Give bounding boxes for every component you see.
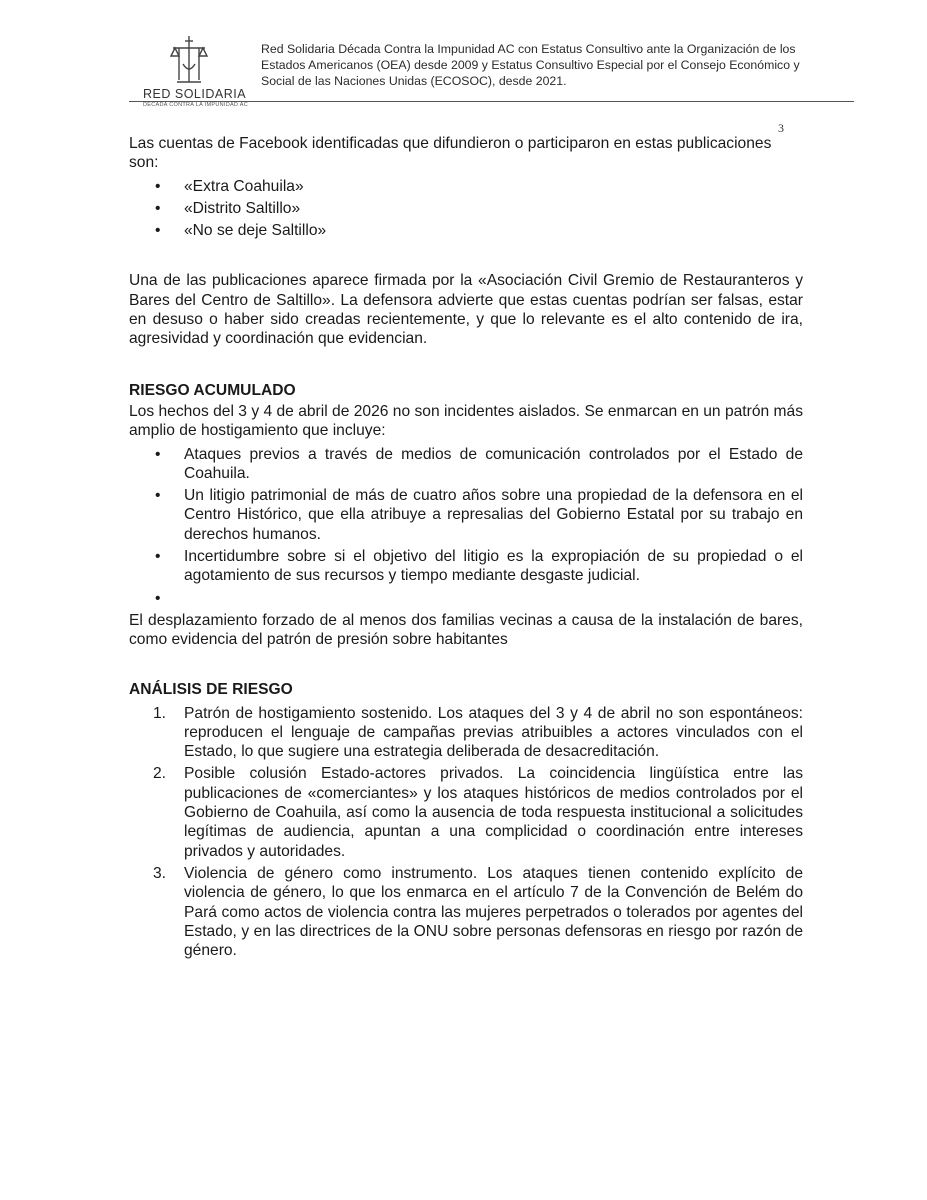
bullet-icon: •	[155, 589, 161, 607]
list-item: • Incertidumbre sobre si el objetivo del litigio es la expropiación de su propiedad o el agotamiento de sus recursos y tiempo mediante desgaste judicial.	[155, 548, 803, 585]
bullet-icon: •	[155, 177, 161, 195]
page-number: 3	[778, 121, 784, 135]
accounts-intro: Las cuentas de Facebook identificadas que difundieron o participaron en estas publicaciones son:	[129, 135, 772, 172]
riesgo-acumulado-intro: Los hechos del 3 y 4 de abril de 2026 no son incidentes aislados. Se enmarcan en un patrón más amplio de hostigamiento que incluye:	[129, 402, 803, 440]
logo-name: RED SOLIDARIA	[143, 87, 247, 101]
header-divider	[129, 101, 854, 102]
section-heading-analisis-de-riesgo: ANÁLISIS DE RIESGO	[129, 681, 293, 699]
list-item: 3. Violencia de género como instrumento. Los ataques tienen contenido explícito de violencia de género, lo que los enmarca en el artículo 7 de la Convención de Belém do Pará como actos de violencia contra las mujeres perpetrados o tolerados por agentes del Estado, y en las directrices de la ONU sobre personas defensoras en riesgo por razón de género.	[153, 864, 803, 960]
organization-logo	[143, 34, 248, 108]
riesgo-acumulado-list	[129, 445, 803, 608]
bullet-icon: •	[155, 199, 161, 217]
bullet-icon: •	[155, 548, 161, 566]
signed-publication-paragraph: Una de las publicaciones aparece firmada por la «Asociación Civil Gremio de Restauranteros y Bares del Centro de Saltillo». La defensora advierte que estas cuentas podrían ser falsas, estar en desuso o haber sido creadas recientemente, y que lo relevante es el alto contenido de ira, agresividad y coordinación que evidencian.	[129, 272, 803, 348]
list-item: • Ataques previos a través de medios de comunicación controlados por el Estado de Coahuila.	[155, 445, 803, 482]
list-item: • Un litigio patrimonial de más de cuatro años sobre una propiedad de la defensora en el Centro Histórico, que ella atribuye a represalias del Gobierno Estatal por su trabajo en derechos humanos.	[155, 487, 803, 543]
list-item	[129, 589, 803, 608]
analisis-list	[129, 704, 803, 961]
list-item: 1. Patrón de hostigamiento sostenido. Los ataques del 3 y 4 de abril no son espontáneos: reproducen el lenguaje de campañas previas atribuibles a actores vinculados con el Estado, lo que sugiere una estrategia deliberada de desacreditación.	[153, 704, 803, 761]
list-item: • «No se deje Saltillo»	[155, 222, 327, 240]
facebook-accounts-list	[129, 177, 803, 241]
scales-of-justice-icon	[167, 34, 211, 84]
bullet-icon: •	[155, 487, 161, 505]
document-body	[129, 134, 803, 960]
logo-subtitle: DÉCADA CONTRA LA IMPUNIDAD AC	[143, 102, 248, 108]
list-item: • «Extra Coahuila»	[155, 177, 304, 195]
list-item: 2. Posible colusión Estado-actores privados. La coincidencia lingüística entre las publicaciones de «comerciantes» y los ataques históricos de medios controlados por el Gobierno de Coahuila, así como la ausencia de toda respuesta institucional a solicitudes legítimas de audiencia, apuntan a una complicidad o coordinación entre intereses privados y autoridades.	[153, 765, 803, 860]
section-heading-riesgo-acumulado: RIESGO ACUMULADO	[129, 381, 296, 399]
organization-statement: Red Solidaria Década Contra la Impunidad AC con Estatus Consultivo ante la Organización de los Estados Americanos (OEA) desde 2009 y Estatus Consultivo Especial por el Consejo Económico y Social de las Naciones Unidas (ECOSOC), desde 2021.	[261, 42, 800, 88]
list-item: • «Distrito Saltillo»	[155, 199, 301, 217]
bullet-icon: •	[155, 445, 161, 463]
bullet-icon: •	[155, 222, 161, 240]
riesgo-acumulado-closing: El desplazamiento forzado de al menos dos familias vecinas a causa de la instalación de bares, como evidencia del patrón de presión sobre habitantes	[129, 611, 803, 648]
